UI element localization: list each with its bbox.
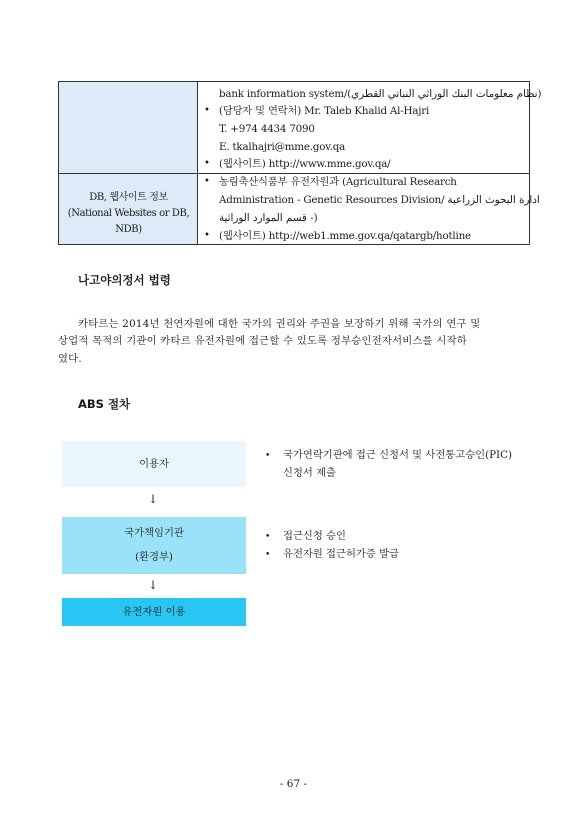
down-arrow-icon: ↓ <box>148 578 159 592</box>
ministry-division-arabic: قسم الموارد الوراثية -) <box>219 212 318 224</box>
bullet: • <box>265 532 271 542</box>
contact-person: (담당자 및 연락처) Mr. Taleb Khalid Al-Hajri <box>219 105 430 117</box>
db-label: DB, 웹사이트 정보 <box>89 192 168 203</box>
bullet: • <box>265 451 271 461</box>
step1-note-line2: 신청서 제출 <box>283 467 337 479</box>
paragraph-line-2: 상업적 목적의 기관이 카타르 유전자원에 접근할 수 있도록 정부승인전자서비스를 시작하 <box>58 335 467 347</box>
step2-note-line1: 접근신청 승인 <box>283 530 346 542</box>
step-authority-box <box>62 517 246 574</box>
authority-name: 국가책임기관 <box>124 527 184 539</box>
bullet: • <box>204 230 210 241</box>
section-title-abs: ABS 절차 <box>78 397 131 411</box>
down-arrow-icon: ↓ <box>148 492 159 506</box>
ministry-division: Administration - Genetic Resources Division/ ادارة البحوث الزراعية <box>219 194 540 206</box>
authority-ministry: (환경부) <box>135 551 173 563</box>
step-use-box: 유전자원 이용 <box>62 598 246 626</box>
table-label-cell-db <box>59 173 198 244</box>
bullet: • <box>204 176 210 187</box>
db-label-english: (National Websites or DB, NDB) <box>67 208 190 235</box>
step1-note-line1: 국가연락기관에 접근 신청서 및 사전통고승인(PIC) <box>283 449 512 461</box>
website-link-1[interactable]: (웹사이트) http://www.mme.gov.qa/ <box>219 158 391 170</box>
contact-phone: T. +974 4434 7090 <box>219 123 315 135</box>
info-table <box>58 81 542 245</box>
bank-info-line: bank information system/(نظام معلومات البنك الوراثي النباتي القطري) <box>219 88 542 100</box>
step-user-box: 이용자 <box>62 441 246 487</box>
bullet: • <box>265 550 271 560</box>
paragraph-line-3: 였다. <box>58 353 82 365</box>
paragraph-line-1: 카타르는 2014년 천연자원에 대한 국가의 권리와 주권을 보장하기 위해 국가의 연구 및 <box>78 318 481 330</box>
bullet: • <box>204 158 210 169</box>
website-link-2[interactable]: (웹사이트) http://web1.mme.gov.qa/qatargb/hotline <box>219 230 471 242</box>
ministry-name: 농림축산식품부 유전자원과 (Agricultural Research <box>219 176 457 188</box>
step2-note-line2: 유전자원 접근허가증 발급 <box>283 548 399 560</box>
row-divider <box>59 173 529 174</box>
bullet: • <box>204 105 210 116</box>
section-title-nagoya: 나고야의정서 법령 <box>78 273 171 287</box>
page-number: - 67 - <box>279 778 308 790</box>
table-label-cell-empty <box>59 82 198 173</box>
contact-email[interactable]: E. tkalhajri@mme.gov.qa <box>219 141 346 153</box>
